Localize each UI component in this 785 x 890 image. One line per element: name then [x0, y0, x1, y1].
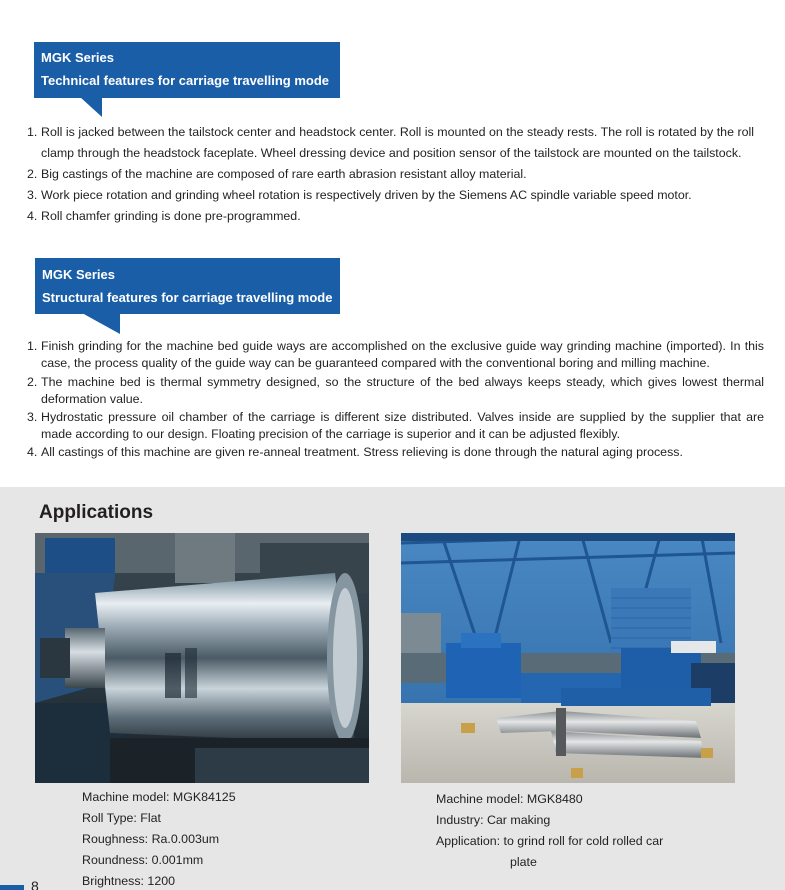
spec-roll-type: Roll Type: Flat: [82, 811, 161, 825]
section2-title: Structural features for carriage travelling mode: [42, 290, 333, 305]
roll-grinding-photo: [35, 533, 369, 783]
section1-callout: [34, 42, 340, 98]
spec-roundness: Roundness: 0.001mm: [82, 853, 204, 867]
applications-title: Applications: [39, 502, 154, 523]
spec-industry: Industry: Car making: [436, 813, 551, 827]
section2-series: MGK Series: [42, 267, 115, 282]
list-item: 3. Work piece rotation and grinding wheel rotation is respectively driven by the Siemens AC spindle variable speed motor.: [27, 188, 692, 202]
spec-application: Application: to grind roll for cold rolled car: [436, 834, 664, 848]
section1-title: Technical features for carriage travelling mode: [41, 73, 330, 88]
list-item: 2. The machine bed is thermal symmetry designed, so the structure of the bed always keeps steady, which gives lowest thermal deformation value.: [27, 375, 764, 406]
list-item: 3. Hydrostatic pressure oil chamber of the carriage is different size distributed. Valves inside are supplied by the supplier that are made according to our design. Floating precision of the carriage is superior and it can be adjusted flexibly.: [27, 410, 764, 441]
list-item: 2. Big castings of the machine are composed of rare earth abrasion resistant alloy material.: [27, 167, 527, 181]
right-machine-specs: [436, 789, 663, 873]
spec-model: Machine model: MGK8480: [436, 792, 583, 806]
list-item: 4. Roll chamfer grinding is done pre-programmed.: [27, 209, 301, 223]
list-item: 1. Roll is jacked between the tailstock center and headstock center. Roll is mounted on the steady rests. The roll is rotated by the roll clamp through the headstock faceplate. Wheel dressing device and position sensor of the tailstock are mounted on the tailstock.: [27, 125, 754, 160]
list-item: 1. Finish grinding for the machine bed guide ways are accomplished on the exclusive guide way grinding machine (imported). In this case, the process quality of the guide way can be guaranteed compared with the conventional boring and milling machine.: [27, 339, 764, 370]
section2-callout: [35, 258, 340, 314]
page-number: 8: [31, 878, 39, 890]
left-machine-specs: [82, 787, 236, 890]
section1-series: MGK Series: [41, 50, 114, 65]
workshop-machine-photo: [401, 533, 735, 783]
section2-feature-list: [27, 338, 764, 461]
spec-application-cont: plate: [510, 855, 537, 869]
section1-callout-tail: [80, 97, 102, 117]
list-item: 4. All castings of this machine are given re-anneal treatment. Stress relieving is done through the natural aging process.: [27, 445, 683, 459]
section1-feature-list: [27, 122, 754, 227]
section2-callout-tail: [82, 313, 120, 334]
spec-roughness: Roughness: Ra.0.003um: [82, 832, 220, 846]
page-number-bar: [0, 885, 24, 890]
spec-brightness: Brightness: 1200: [82, 874, 175, 888]
applications-panel: [0, 487, 785, 890]
spec-model: Machine model: MGK84125: [82, 790, 236, 804]
